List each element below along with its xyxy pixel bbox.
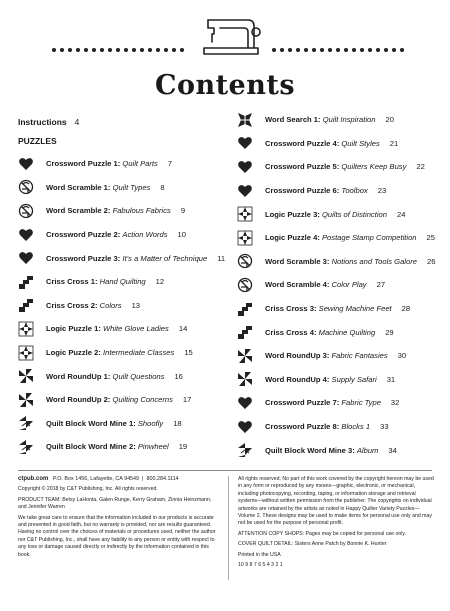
toc-entry[interactable] xyxy=(237,155,450,179)
toc-entry[interactable] xyxy=(237,179,450,203)
basket-icon xyxy=(18,415,34,431)
entry-name: Logic Puzzle 1: xyxy=(46,324,101,334)
entry-page: 17 xyxy=(182,395,192,405)
cover-credit: COVER QUILT DETAIL: Sisters Anne Patch by Bonnie K. Hunter xyxy=(238,541,387,548)
entry-name: Word Scramble 3: xyxy=(265,256,330,266)
entry-name: Crossword Puzzle 7: xyxy=(265,398,340,408)
entry-name: Criss Cross 3: xyxy=(265,304,317,314)
scramble-icon xyxy=(18,203,34,219)
toc-right-column xyxy=(237,108,450,462)
printed-in: Printed in the USA xyxy=(238,551,281,558)
entry-subtitle: Notions and Tools Galore xyxy=(331,256,417,266)
dot xyxy=(100,48,104,52)
entry-name: Word Search 1: xyxy=(265,115,321,125)
dot xyxy=(148,48,152,52)
entry-name: Crossword Puzzle 1: xyxy=(46,159,121,169)
entry-subtitle: Quilt Types xyxy=(112,182,151,192)
toc-entry[interactable] xyxy=(18,317,233,341)
dot xyxy=(296,48,300,52)
entry-name: Crossword Puzzle 8: xyxy=(265,422,340,432)
entry-subtitle: Fabulous Fabrics xyxy=(112,206,171,216)
entry-subtitle: Quilt Inspiration xyxy=(322,115,376,125)
entry-subtitle: Sewing Machine Feet xyxy=(318,304,392,314)
entry-name: Word RoundUp 3: xyxy=(265,351,330,361)
basket-icon xyxy=(237,442,253,458)
dot xyxy=(360,48,364,52)
dot xyxy=(132,48,136,52)
pinwheel-icon xyxy=(237,371,253,387)
entry-name: Crossword Puzzle 2: xyxy=(46,230,121,240)
entry-page: 27 xyxy=(376,280,386,290)
instructions-entry[interactable] xyxy=(18,117,79,127)
heart-icon xyxy=(18,156,34,172)
heart-icon xyxy=(237,419,253,435)
entry-page: 23 xyxy=(377,186,387,196)
toc-entry[interactable] xyxy=(18,364,233,388)
entry-page: 26 xyxy=(426,256,436,266)
scramble-icon xyxy=(237,277,253,293)
dot xyxy=(156,48,160,52)
entry-page: 21 xyxy=(389,138,399,148)
toc-entry[interactable] xyxy=(237,108,450,132)
header-decoration xyxy=(0,8,450,54)
disclaimer: We take great care to ensure that the information included in our products is accurate and presented in good faith, but no warranty is provided, nor are results guaranteed. Having no control over the choices of materials or procedures used, neither the author nor C&T Publishing, Inc., shall have any liability to any person or entity with respect to any loss or damage caused directly or indirectly by the information contained in this book. xyxy=(18,514,216,558)
print-line: 10 9 8 7 6 5 4 3 2 1 xyxy=(238,562,283,569)
entry-page: 15 xyxy=(184,348,193,358)
entry-page: 12 xyxy=(155,277,165,287)
toc-entry[interactable] xyxy=(18,246,233,270)
instructions-page: 4 xyxy=(74,117,80,127)
heart-icon xyxy=(18,227,34,243)
copyright: Copyright © 2018 by C&T Publishing, Inc. All rights reserved. xyxy=(18,486,158,493)
contact-line: ctpub.com P.O. Box 1456, Lafayette, CA 94549 | 800.284.1114 xyxy=(18,476,179,482)
entry-subtitle: Quilts of Distinction xyxy=(321,209,387,219)
star-block-icon xyxy=(18,321,34,337)
entry-name: Crossword Puzzle 3: xyxy=(46,253,121,263)
entry-name: Word RoundUp 1: xyxy=(46,371,111,381)
entry-name: Crossword Puzzle 5: xyxy=(265,162,340,172)
scramble-icon xyxy=(18,179,34,195)
entry-page: 28 xyxy=(401,304,411,314)
dot xyxy=(108,48,112,52)
entry-page: 9 xyxy=(180,206,186,216)
toc-entry[interactable] xyxy=(18,223,233,247)
entry-page: 25 xyxy=(426,233,435,243)
dot xyxy=(400,48,404,52)
heart-icon xyxy=(237,159,253,175)
entry-subtitle: Quilters Keep Busy xyxy=(341,162,407,172)
star-block-icon xyxy=(237,206,253,222)
toc-entry[interactable] xyxy=(18,152,233,176)
toc-entry[interactable] xyxy=(18,199,233,223)
dot xyxy=(180,48,184,52)
toc-entry[interactable] xyxy=(237,320,450,344)
entry-subtitle: Quilt Styles xyxy=(341,138,380,148)
entry-page: 13 xyxy=(131,300,141,310)
heart-icon xyxy=(18,250,34,266)
page-title: Contents xyxy=(154,70,296,101)
toc-entry[interactable] xyxy=(18,412,233,436)
entry-page: 32 xyxy=(390,398,400,408)
toc-entry[interactable] xyxy=(237,132,450,156)
toc-entry[interactable] xyxy=(237,226,450,250)
heart-icon xyxy=(237,395,253,411)
entry-name: Word Scramble 1: xyxy=(46,182,111,192)
toc-entry[interactable] xyxy=(237,391,450,415)
entry-subtitle: It’s a Matter of Technique xyxy=(122,253,208,263)
entry-subtitle: Supply Safari xyxy=(331,374,377,384)
phone: 800.284.1114 xyxy=(146,476,179,482)
toc-entry[interactable] xyxy=(237,250,450,274)
entry-subtitle: Toolbox xyxy=(341,186,368,196)
entry-subtitle: White Glove Ladies xyxy=(102,324,169,334)
entry-subtitle: Hand Quilting xyxy=(99,277,146,287)
dot xyxy=(280,48,284,52)
dot xyxy=(328,48,332,52)
toc-entry[interactable] xyxy=(18,435,233,459)
entry-subtitle: Postage Stamp Competition xyxy=(321,233,417,243)
entry-name: Criss Cross 2: xyxy=(46,300,98,310)
toc-entry[interactable] xyxy=(18,270,233,294)
dot xyxy=(272,48,276,52)
entry-page: 22 xyxy=(416,162,425,172)
entry-subtitle: Blocks 1 xyxy=(341,422,371,432)
entry-page: 7 xyxy=(167,159,173,169)
entry-page: 29 xyxy=(385,327,394,337)
entry-subtitle: Intermediate Classes xyxy=(102,348,175,358)
entry-name: Word Scramble 4: xyxy=(265,280,330,290)
entry-name: Logic Puzzle 4: xyxy=(265,233,320,243)
entry-page: 18 xyxy=(173,418,182,428)
address: P.O. Box 1456, Lafayette, CA 94549 xyxy=(52,476,140,482)
dot xyxy=(172,48,176,52)
toc-entry[interactable] xyxy=(18,341,233,365)
bird-icon xyxy=(237,112,253,128)
entry-page: 20 xyxy=(385,115,394,125)
entry-name: Word Scramble 2: xyxy=(46,206,111,216)
entry-subtitle: Colors xyxy=(99,300,122,310)
entry-subtitle: Shoofly xyxy=(137,418,164,428)
steps-icon xyxy=(18,297,34,313)
dot xyxy=(60,48,64,52)
toc-entry[interactable] xyxy=(18,294,233,318)
toc-entry[interactable] xyxy=(237,344,450,368)
dot xyxy=(164,48,168,52)
entry-page: 14 xyxy=(178,324,188,334)
entry-name: Word RoundUp 2: xyxy=(46,395,111,405)
toc-entry[interactable] xyxy=(237,438,450,462)
entry-page: 30 xyxy=(397,351,407,361)
dot xyxy=(336,48,340,52)
copy-shops-notice: ATTENTION COPY SHOPS: Pages may be copied for personal use only. xyxy=(238,530,407,537)
entry-name: Quilt Block Word Mine 3: xyxy=(265,445,355,455)
dot xyxy=(116,48,120,52)
entry-name: Criss Cross 4: xyxy=(265,327,317,337)
dot xyxy=(84,48,88,52)
star-block-icon xyxy=(237,230,253,246)
toc-entry[interactable] xyxy=(18,388,233,412)
entry-page: 34 xyxy=(388,445,397,455)
toc-left-column xyxy=(18,152,233,459)
entry-name: Logic Puzzle 2: xyxy=(46,348,101,358)
dot xyxy=(344,48,348,52)
dot xyxy=(320,48,324,52)
entry-name: Crossword Puzzle 4: xyxy=(265,138,340,148)
dot xyxy=(352,48,356,52)
dot xyxy=(124,48,128,52)
footer-left xyxy=(18,476,218,562)
scramble-icon xyxy=(237,253,253,269)
entry-name: Quilt Block Word Mine 1: xyxy=(46,418,136,428)
rights-notice: All rights reserved. No part of this work covered by the copyright hereon may be used in any form or reproduced by any means—graphic, electronic, or mechanical, including photocopying, recording, taping, or information storage and retrieval systems—without written permission from the publisher. The copyrights on individual artworks are retained by the artists as noted in Happy Quilter Variety Puzzles—Volume 2. These designs may be used to make items for personal use only and may not be used for the purpose of personal profit. xyxy=(238,476,434,527)
entry-name: Criss Cross 1: xyxy=(46,277,98,287)
instructions-label: Instructions xyxy=(18,117,67,127)
entry-name: Logic Puzzle 3: xyxy=(265,209,320,219)
entry-page: 11 xyxy=(217,253,226,263)
dot xyxy=(312,48,316,52)
entry-page: 24 xyxy=(396,209,406,219)
heart-icon xyxy=(237,183,253,199)
sewing-machine-icon xyxy=(200,12,262,58)
dot xyxy=(304,48,308,52)
dotted-line-right xyxy=(272,48,404,54)
toc-entry[interactable] xyxy=(237,202,450,226)
entry-subtitle: Pinwheel xyxy=(137,442,169,452)
entry-page: 33 xyxy=(380,422,389,432)
entry-subtitle: Machine Quilting xyxy=(318,327,376,337)
entry-subtitle: Quilt Parts xyxy=(122,159,158,169)
entry-name: Crossword Puzzle 6: xyxy=(265,186,340,196)
steps-icon xyxy=(237,301,253,317)
entry-subtitle: Fabric Type xyxy=(341,398,381,408)
dot xyxy=(392,48,396,52)
entry-page: 16 xyxy=(174,371,183,381)
dot xyxy=(52,48,56,52)
toc-entry[interactable] xyxy=(18,176,233,200)
dot xyxy=(76,48,80,52)
entry-subtitle: Quilting Concerns xyxy=(112,395,173,405)
heart-icon xyxy=(237,135,253,151)
dot xyxy=(68,48,72,52)
basket-icon xyxy=(18,439,34,455)
entry-name: Word RoundUp 4: xyxy=(265,374,330,384)
entry-name: Quilt Block Word Mine 2: xyxy=(46,442,136,452)
pinwheel-icon xyxy=(237,348,253,364)
dot xyxy=(288,48,292,52)
footer-divider xyxy=(18,470,432,471)
dot xyxy=(92,48,96,52)
dot xyxy=(376,48,380,52)
entry-subtitle: Album xyxy=(356,445,379,455)
site-link[interactable]: ctpub.com xyxy=(18,476,49,482)
product-team: PRODUCT TEAM: Betsy LaHonta, Galen Runge, Kerry Graham, Zinnia Heinzmann, and Jennifer Warren xyxy=(18,496,212,511)
star-block-icon xyxy=(18,345,34,361)
puzzles-heading: PUZZLES xyxy=(18,136,57,146)
pinwheel-icon xyxy=(18,368,34,384)
toc-entry[interactable] xyxy=(237,297,450,321)
dot xyxy=(384,48,388,52)
footer-right xyxy=(238,476,434,572)
entry-page: 8 xyxy=(160,182,165,192)
entry-page: 10 xyxy=(177,230,186,240)
entry-subtitle: Action Words xyxy=(122,230,168,240)
toc-entry[interactable] xyxy=(237,273,450,297)
entry-subtitle: Fabric Fantasies xyxy=(331,351,388,361)
footer-column-divider xyxy=(228,476,229,580)
entry-subtitle: Color Play xyxy=(331,280,367,290)
dot xyxy=(140,48,144,52)
dot xyxy=(368,48,372,52)
steps-icon xyxy=(237,324,253,340)
toc-entry[interactable] xyxy=(237,368,450,392)
pinwheel-icon xyxy=(18,392,34,408)
entry-page: 31 xyxy=(386,374,396,384)
entry-subtitle: Quilt Questions xyxy=(112,371,165,381)
steps-icon xyxy=(18,274,34,290)
toc-entry[interactable] xyxy=(237,415,450,439)
entry-page: 19 xyxy=(178,442,188,452)
dotted-line-left xyxy=(52,48,184,54)
